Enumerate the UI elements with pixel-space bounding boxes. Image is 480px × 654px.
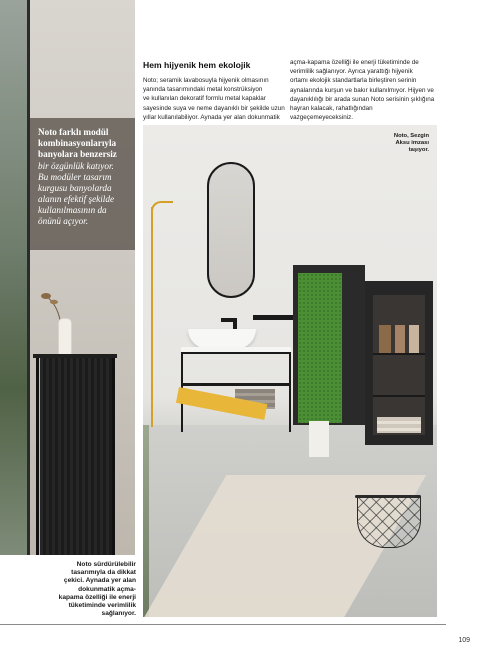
caption-line: dokunmatik açma- <box>78 585 136 593</box>
shelf-bar <box>253 315 293 320</box>
caption-line: kapama özelliği ile enerji <box>58 593 136 601</box>
caption-line: önünü açıyor. <box>38 216 89 226</box>
article-column-1 <box>143 76 285 122</box>
caption-line: Bu modüler tasarım <box>38 172 112 182</box>
body-line: ve kullanılan dekoratif formlu metal kapaklar <box>143 95 266 103</box>
white-vase <box>58 318 72 356</box>
green-perforated-door <box>298 273 342 423</box>
hanging-towel <box>309 421 329 457</box>
side-shelf-leg <box>112 358 115 555</box>
vanity-shelf <box>181 383 291 386</box>
article-heading: Hem hijyenik hem ekolojik <box>143 60 251 70</box>
wire-basket <box>357 497 421 548</box>
caption-line: alanın efektif şekilde <box>38 194 115 204</box>
bottom-left-caption <box>54 561 136 618</box>
window-slit <box>143 425 149 617</box>
caption-line: Noto farklı modül <box>38 127 109 137</box>
side-shelf-leg <box>36 358 39 555</box>
body-line: aynalarında kurşun ve bakır kullanılmıyor. Hijyen ve <box>290 86 434 94</box>
body-line: dayanıklılığı bir arada sunan Noto serisinin şıklığına <box>290 95 435 103</box>
article-column-2 <box>290 58 435 122</box>
caption-line: kurgusu banyolarda <box>38 183 112 193</box>
cabinet-interior <box>373 295 425 435</box>
floor-lamp <box>151 207 153 427</box>
caption-line: tüketiminde verimlilik <box>68 602 136 610</box>
body-line: hayran kalacak, rahatlığından vazgeçemeyeceksiniz. <box>290 105 373 122</box>
floor-lamp-arm <box>151 201 173 213</box>
credit-line: Aksu imzası <box>395 140 429 147</box>
caption-line: sağlanıyor. <box>101 610 136 618</box>
side-shelf-slatted-door <box>40 358 112 555</box>
body-line: açma-kapama özelliği ile enerji tüketiminde de <box>290 59 419 66</box>
body-line: ortamı ekolojik standartlarla birleştiren serinin <box>290 77 417 85</box>
body-line: yıllar kullanılabiliyor. Aynada yer alan dokunmatik <box>143 113 280 121</box>
window-view <box>0 0 30 555</box>
caption-line: banyolara benzersiz <box>38 149 117 159</box>
credit-line: Noto, Sezgin <box>393 133 429 139</box>
cabinet-shelf <box>373 395 425 397</box>
caption-line: tasarımıyla da dikkat <box>71 569 136 577</box>
cabinet-shelf <box>373 353 425 355</box>
left-interior-photo <box>0 0 135 555</box>
ceramic-basin <box>188 329 256 349</box>
page-footer-rule <box>0 624 446 625</box>
oval-mirror <box>207 162 255 298</box>
body-line: verimlilik sağlanıyor. Ayrıca yarattığı hijyenik <box>290 68 413 76</box>
left-caption-title <box>38 127 130 160</box>
photo-credit <box>371 133 429 155</box>
bathroom-furniture-photo <box>143 125 437 617</box>
caption-line: Noto sürdürülebilir <box>76 561 136 568</box>
dried-branch-decor <box>38 290 68 320</box>
body-line: sayesinde suya ve neme dayanıklı bir şekilde uzun <box>143 104 285 112</box>
glass-bottles <box>379 325 419 353</box>
body-line: yanında tasarımındaki metal konstrüksiyon <box>143 86 263 94</box>
body-line: Noto; seramik lavabosuyla hijyenik olmasının <box>143 77 269 84</box>
caption-line: kombinasyonlarıyla <box>38 138 117 148</box>
caption-line: kullanılmasının da <box>38 205 107 215</box>
left-caption-body <box>38 161 130 227</box>
credit-line: taşıyor. <box>408 147 429 154</box>
cabinet-towels <box>377 417 421 433</box>
page-number: 109 <box>458 637 470 644</box>
caption-line: bir özgünlük katıyor. <box>38 161 114 171</box>
caption-line: çekici. Aynada yer alan <box>63 577 136 585</box>
